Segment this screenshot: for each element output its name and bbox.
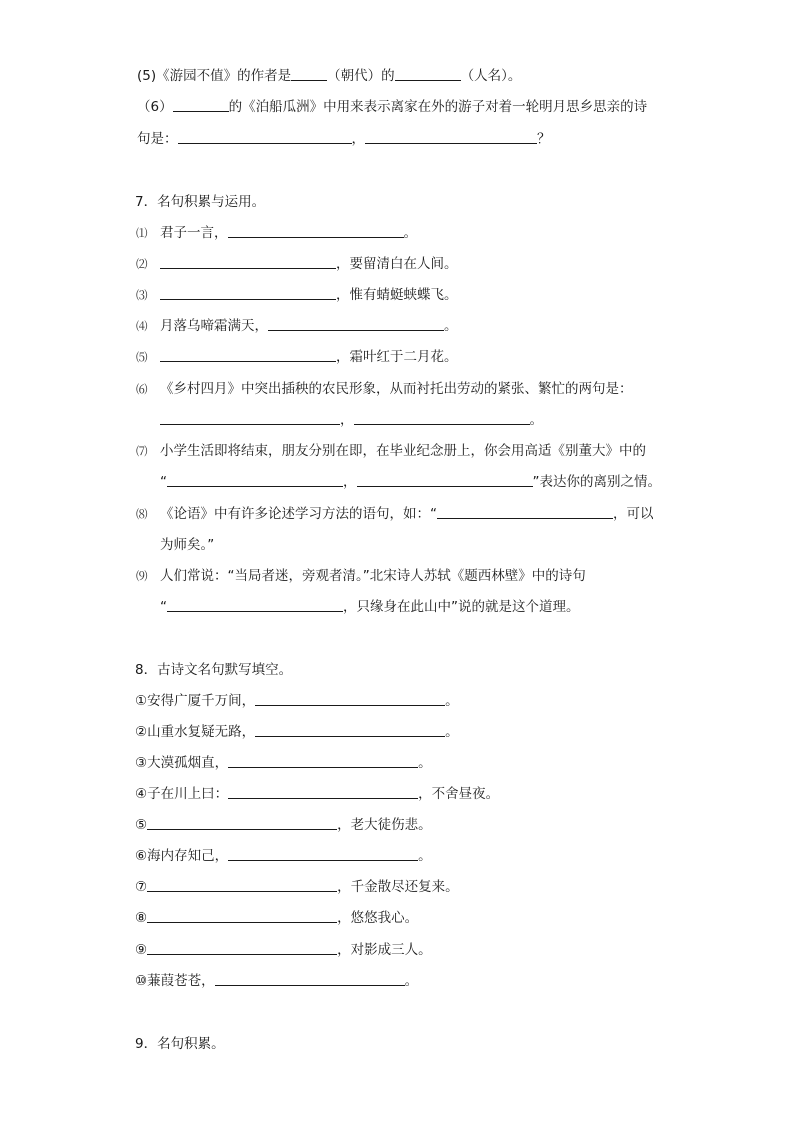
q7-item-8-cont: 为师矣。”: [160, 537, 215, 553]
q8-item-4: ④子在川上曰： ，不舍昼夜。: [135, 786, 500, 802]
q7-item-2: ⑵ ，要留清白在人间。: [136, 256, 458, 272]
q7-item-9-answer: “ ，只缘身在此山中”说的就是这个道理。: [160, 599, 580, 615]
blank[interactable]: [160, 410, 340, 425]
blank[interactable]: [228, 846, 418, 861]
blank[interactable]: [357, 472, 533, 487]
blank[interactable]: [228, 223, 404, 238]
q7-item-8: ⑻ 《论语》中有许多论述学习方法的语句，如：“ ，可以: [136, 506, 654, 522]
blank[interactable]: [160, 254, 336, 269]
blank[interactable]: [268, 316, 444, 331]
blank-poet[interactable]: [173, 97, 229, 112]
blank[interactable]: [160, 285, 336, 300]
q7-item-9: ⑼ 人们常说：“当局者迷，旁观者清。”北宋诗人苏轼《题西林壁》中的诗句: [136, 568, 586, 584]
blank[interactable]: [255, 722, 445, 737]
blank[interactable]: [228, 784, 418, 799]
q8-item-2: ②山重水复疑无路， 。: [135, 724, 459, 740]
q7-item-4: ⑷ 月落乌啼霜满天， 。: [136, 318, 458, 334]
blank[interactable]: [167, 597, 343, 612]
q8-item-1: ①安得广厦千万间， 。: [135, 693, 459, 709]
q6-item5: (5)《游园不值》的作者是 （朝代）的 （人名）。: [137, 68, 522, 84]
q7-item-5: ⑸ ，霜叶红于二月花。: [136, 349, 458, 365]
q7-item-1: ⑴ 君子一言， 。: [136, 225, 417, 241]
q8-item-10: ⑩蒹葭苍苍， 。: [135, 973, 419, 989]
blank[interactable]: [255, 691, 445, 706]
blank[interactable]: [147, 877, 337, 892]
q6-item6: （6） 的《泊船瓜洲》中用来表示离家在外的游子对着一轮明月思乡思亲的诗: [137, 99, 648, 115]
blank-dynasty[interactable]: [291, 66, 327, 81]
blank-verse-2[interactable]: [365, 129, 537, 144]
q7-item-6: ⑹ 《乡村四月》中突出插秧的农民形象，从而衬托出劳动的紧张、繁忙的两句是：: [136, 381, 633, 397]
blank[interactable]: [147, 908, 337, 923]
blank[interactable]: [228, 753, 418, 768]
q8-item-7: ⑦ ，千金散尽还复来。: [135, 879, 459, 895]
q9-title: 9．名句积累。: [135, 1036, 225, 1052]
q8-item-9: ⑨ ，对影成三人。: [135, 942, 432, 958]
q7-item-6-answer: ， 。: [160, 410, 543, 430]
q6-item6-answer: 句是： ， ？: [137, 131, 551, 147]
blank[interactable]: [354, 410, 530, 425]
q8-title: 8．古诗文名句默写填空。: [135, 662, 293, 678]
q7-item-7: ⑺ 小学生活即将结束，朋友分别在即，在毕业纪念册上，你会用高适《别董大》中的: [136, 443, 646, 459]
blank[interactable]: [147, 815, 337, 830]
q8-item-8: ⑧ ，悠悠我心。: [135, 910, 419, 926]
blank-verse-1[interactable]: [178, 129, 352, 144]
q7-title: 7．名句积累与运用。: [135, 194, 266, 210]
q8-item-6: ⑥海内存知己， 。: [135, 848, 432, 864]
blank-author-name[interactable]: [395, 66, 461, 81]
blank[interactable]: [160, 347, 336, 362]
blank[interactable]: [215, 971, 405, 986]
q7-item-3: ⑶ ，惟有蜻蜓蛱蝶飞。: [136, 287, 458, 303]
blank[interactable]: [437, 504, 613, 519]
blank[interactable]: [167, 472, 343, 487]
q8-item-5: ⑤ ，老大徒伤悲。: [135, 817, 432, 833]
q8-item-3: ③大漠孤烟直， 。: [135, 755, 432, 771]
q7-item-7-answer: “ ， ”表达你的离别之情。: [160, 474, 661, 490]
blank[interactable]: [147, 940, 337, 955]
